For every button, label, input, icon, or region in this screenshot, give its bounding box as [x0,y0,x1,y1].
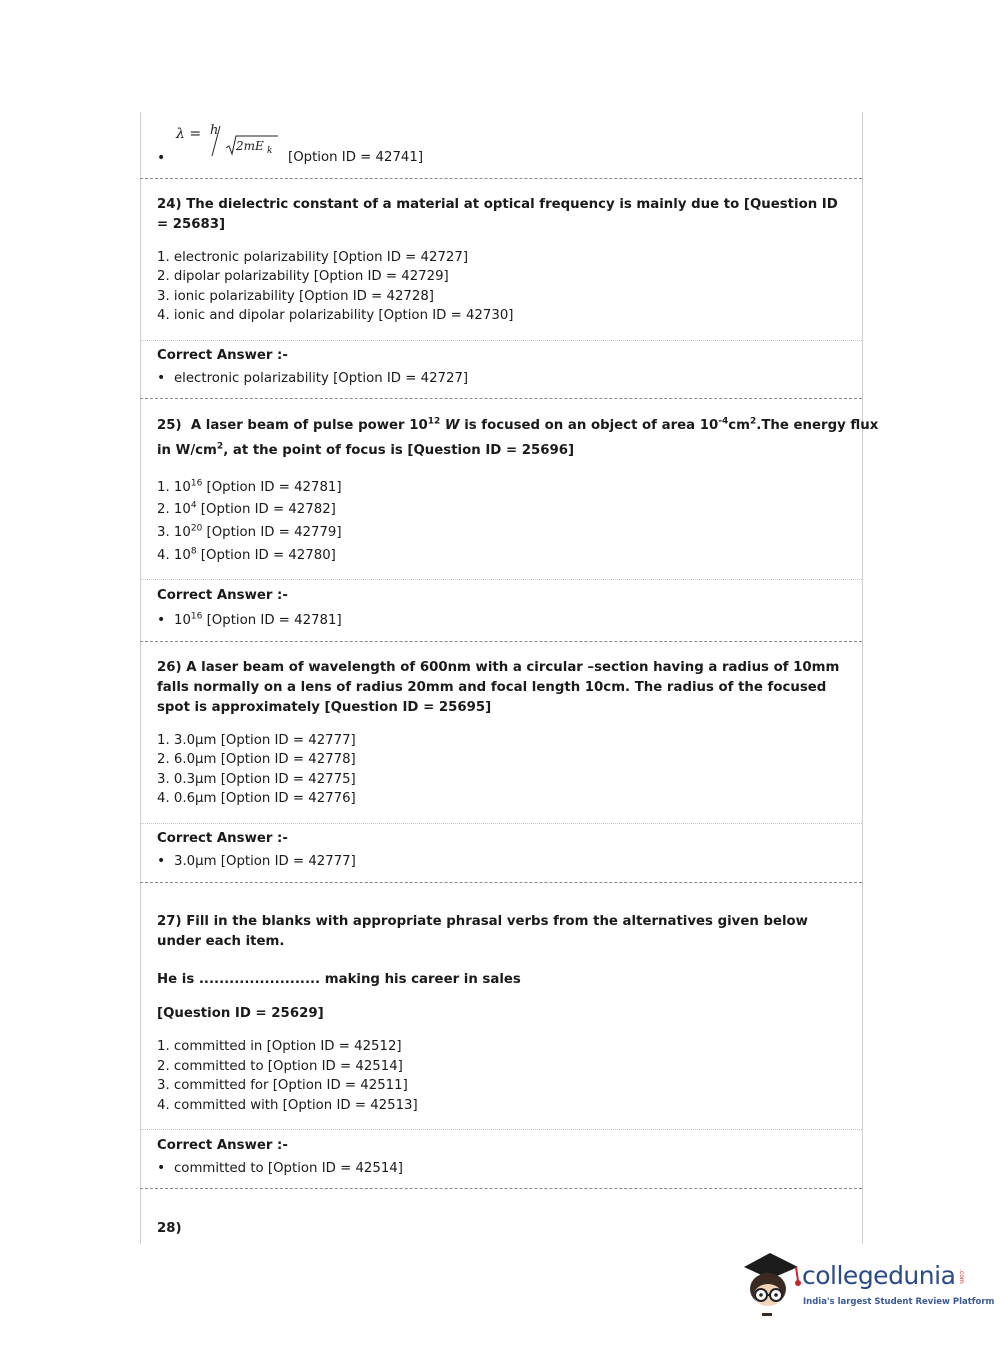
correct-answer-label: Correct Answer :- [157,1138,288,1153]
formula-graphic [174,118,284,160]
superscript: -4 [718,416,729,427]
separator [140,641,862,642]
superscript: 16 [190,611,203,622]
option: 1. committed in [Option ID = 42512] [157,1039,402,1054]
collegedunia-logo [740,1247,995,1319]
option: 4. 0.6µm [Option ID = 42776] [157,791,356,806]
svg-text:h: h [210,123,219,138]
separator [140,1188,862,1189]
option [157,478,342,498]
question-text: cm [728,418,751,433]
bullet: • [157,150,166,166]
option-text: [Option ID = 42779] [202,525,342,540]
wavelength-formula [174,118,284,164]
question-text: , at the point of focus is [Question ID = 25696] [223,443,575,458]
logo-dotcom: .com [958,1269,965,1284]
logo-tagline: India's largest Student Review Platform [803,1297,995,1307]
question-28-number: 28) [157,1221,182,1236]
bullet: • [157,1160,166,1176]
question-24: 24) The dielectric constant of a material at optical frequency is mainly due to [Question ID = 25683] [157,197,838,232]
question-27-sentence: He is ........................ making his career in sales [157,972,521,987]
answer-text: [Option ID = 42781] [202,613,342,628]
correct-answer: committed to [Option ID = 42514] [174,1161,403,1176]
option-text: 3. 10 [157,525,191,540]
superscript: 16 [190,478,203,489]
option-text: 2. 10 [157,502,191,517]
option: 1. electronic polarizability [Option ID = 42727] [157,250,469,265]
svg-text:λ =: λ = [176,126,202,142]
bullet: • [157,370,166,386]
option: 2. 6.0µm [Option ID = 42778] [157,752,356,767]
option: 4. ionic and dipolar polarizability [Option ID = 42730] [157,308,514,323]
question-25 [157,416,878,436]
option-text: [Option ID = 42781] [202,480,342,495]
superscript: 12 [427,416,441,427]
superscript: 2 [216,441,224,452]
option: 2. committed to [Option ID = 42514] [157,1059,403,1074]
svg-text:k: k [267,146,273,156]
option: 4. committed with [Option ID = 42513] [157,1098,418,1113]
logo-brand: collegedunia [802,1261,956,1290]
answer-text: 10 [174,613,191,628]
prev-option-id: [Option ID = 42741] [288,150,424,165]
svg-text:2mE: 2mE [236,139,264,153]
question-26: 26) A laser beam of wavelength of 600nm with a circular –section having a radius of 10mm falls normally on a lens of radius 20mm and focal length 10cm. The radius of the focused spot is approximately [Question ID = 25695] [157,660,840,715]
separator [140,882,862,883]
superscript: 20 [190,523,203,534]
option-text: 4. 10 [157,548,191,563]
question-25-line2 [157,441,574,461]
superscript: 4 [190,500,197,511]
separator [140,178,862,179]
bullet: • [157,853,166,869]
separator [140,579,862,580]
question-number: 25) [157,418,182,433]
option [157,500,336,520]
question-text: is focused on an object of area 10 [464,418,719,433]
correct-answer: electronic polarizability [Option ID = 42727] [174,371,469,386]
separator [140,823,862,824]
question-text: A laser beam of pulse power 10 [190,418,428,433]
option: 1. 3.0µm [Option ID = 42777] [157,733,356,748]
question-27: 27) Fill in the blanks with appropriate phrasal verbs from the alternatives given below under each item. [157,914,808,949]
option: 3. ionic polarizability [Option ID = 42728] [157,289,434,304]
correct-answer-label: Correct Answer :- [157,348,288,363]
option [157,546,336,566]
option: 3. committed for [Option ID = 42511] [157,1078,408,1093]
option [157,523,342,543]
separator [140,398,862,399]
correct-answer-label: Correct Answer :- [157,831,288,846]
correct-answer [174,611,342,631]
question-text: .The energy flux [756,418,879,433]
correct-answer-label: Correct Answer :- [157,588,288,603]
question-text: in W/cm [157,443,217,458]
option-text: [Option ID = 42782] [196,502,336,517]
correct-answer: 3.0µm [Option ID = 42777] [174,854,356,869]
separator [140,1129,862,1130]
option: 2. dipolar polarizability [Option ID = 42729] [157,269,449,284]
option-text: [Option ID = 42780] [196,548,336,563]
option: 3. 0.3µm [Option ID = 42775] [157,772,356,787]
superscript: 8 [190,546,197,557]
separator [140,340,862,341]
bullet: • [157,612,166,628]
unit: W [440,418,460,433]
mascot-icon [740,1247,802,1319]
superscript: 2 [750,416,757,427]
option-text: 1. 10 [157,480,191,495]
question-27-id: [Question ID = 25629] [157,1006,324,1021]
